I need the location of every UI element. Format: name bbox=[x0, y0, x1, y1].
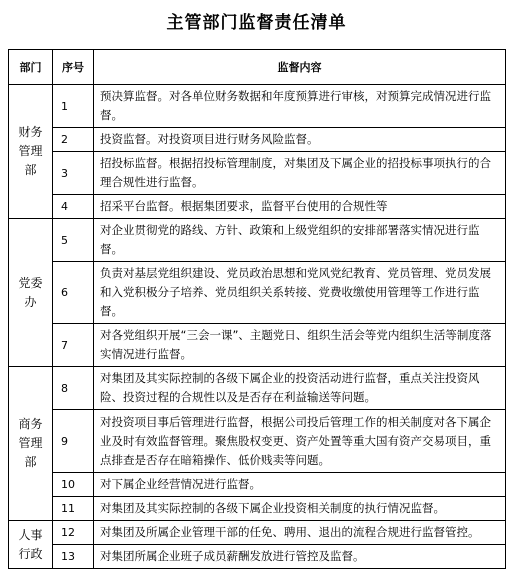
table-row bbox=[9, 521, 506, 545]
supervision-table bbox=[8, 49, 506, 569]
document-title: 主管部门监督责任清单 bbox=[166, 13, 347, 33]
header-num: 序号 bbox=[53, 50, 94, 85]
row-content: 对企业贯彻党的路线、方针、政策和上级党组织的安排部署落实情况进行监督。 bbox=[94, 219, 506, 262]
dept-label: 商务管理部 bbox=[18, 417, 43, 469]
row-num: 9 bbox=[53, 410, 94, 473]
table-row bbox=[9, 410, 506, 473]
row-content: 投资监督。对投资项目进行财务风险监督。 bbox=[94, 128, 506, 152]
table-row bbox=[9, 262, 506, 324]
header-dept: 部门 bbox=[9, 50, 53, 85]
row-num: 2 bbox=[53, 128, 94, 152]
row-num: 1 bbox=[53, 85, 94, 128]
row-content: 对各党组织开展“三会一课”、主题党日、组织生活会等党内组织生活等制度落实情况进行监督。 bbox=[94, 324, 506, 367]
dept-cell-hr bbox=[9, 521, 53, 569]
dept-cell-finance bbox=[9, 85, 53, 219]
row-content: 对集团及其实际控制的各级下属企业的投资活动进行监督，重点关注投资风险、投资过程的合规性以及是否存在利益输送等问题。 bbox=[94, 367, 506, 410]
row-content: 对投资项目事后管理进行监督，根据公司投后管理工作的相关制度对各下属企业及时有效监督管理。聚焦股权变更、资产处置等重大国有资产交易项目，重点排查是否存在暗箱操作、低价贱卖等问题。 bbox=[94, 410, 506, 473]
dept-label: 人事行政 bbox=[18, 527, 43, 561]
table-row bbox=[9, 545, 506, 569]
row-num: 5 bbox=[53, 219, 94, 262]
dept-label: 财务管理部 bbox=[18, 125, 43, 177]
table-row bbox=[9, 128, 506, 152]
row-num: 6 bbox=[53, 262, 94, 324]
row-content: 对集团及其实际控制的各级下属企业投资相关制度的执行情况监督。 bbox=[94, 497, 506, 521]
row-num: 12 bbox=[53, 521, 94, 545]
table-row bbox=[9, 497, 506, 521]
row-content: 招投标监督。根据招投标管理制度，对集团及下属企业的招投标事项执行的合理合规性进行监督。 bbox=[94, 152, 506, 195]
dept-cell-business bbox=[9, 367, 53, 521]
row-content: 预决算监督。对各单位财务数据和年度预算进行审核，对预算完成情况进行监督。 bbox=[94, 85, 506, 128]
dept-cell-party bbox=[9, 219, 53, 367]
table-row bbox=[9, 219, 506, 262]
dept-label: 党委办 bbox=[18, 275, 43, 309]
row-content: 对下属企业经营情况进行监督。 bbox=[94, 473, 506, 497]
row-num: 13 bbox=[53, 545, 94, 569]
row-content: 负责对基层党组织建设、党员政治思想和党风党纪教育、党员管理、党员发展和入党积极分子培养、党员组织关系转接、党费收缴使用管理等工作进行监督。 bbox=[94, 262, 506, 324]
table-row bbox=[9, 324, 506, 367]
row-num: 3 bbox=[53, 152, 94, 195]
table-row bbox=[9, 85, 506, 128]
row-num: 10 bbox=[53, 473, 94, 497]
header-content: 监督内容 bbox=[94, 50, 506, 85]
row-content: 对集团所属企业班子成员薪酬发放进行管控及监督。 bbox=[94, 545, 506, 569]
table-header-row bbox=[9, 50, 506, 85]
row-num: 11 bbox=[53, 497, 94, 521]
table-row bbox=[9, 195, 506, 219]
table-row bbox=[9, 152, 506, 195]
row-content: 招采平台监督。根据集团要求，监督平台使用的合规性等 bbox=[94, 195, 506, 219]
row-content: 对集团及所属企业管理干部的任免、聘用、退出的流程合规进行监督管控。 bbox=[94, 521, 506, 545]
table-row bbox=[9, 473, 506, 497]
table-row bbox=[9, 367, 506, 410]
row-num: 4 bbox=[53, 195, 94, 219]
row-num: 8 bbox=[53, 367, 94, 410]
row-num: 7 bbox=[53, 324, 94, 367]
